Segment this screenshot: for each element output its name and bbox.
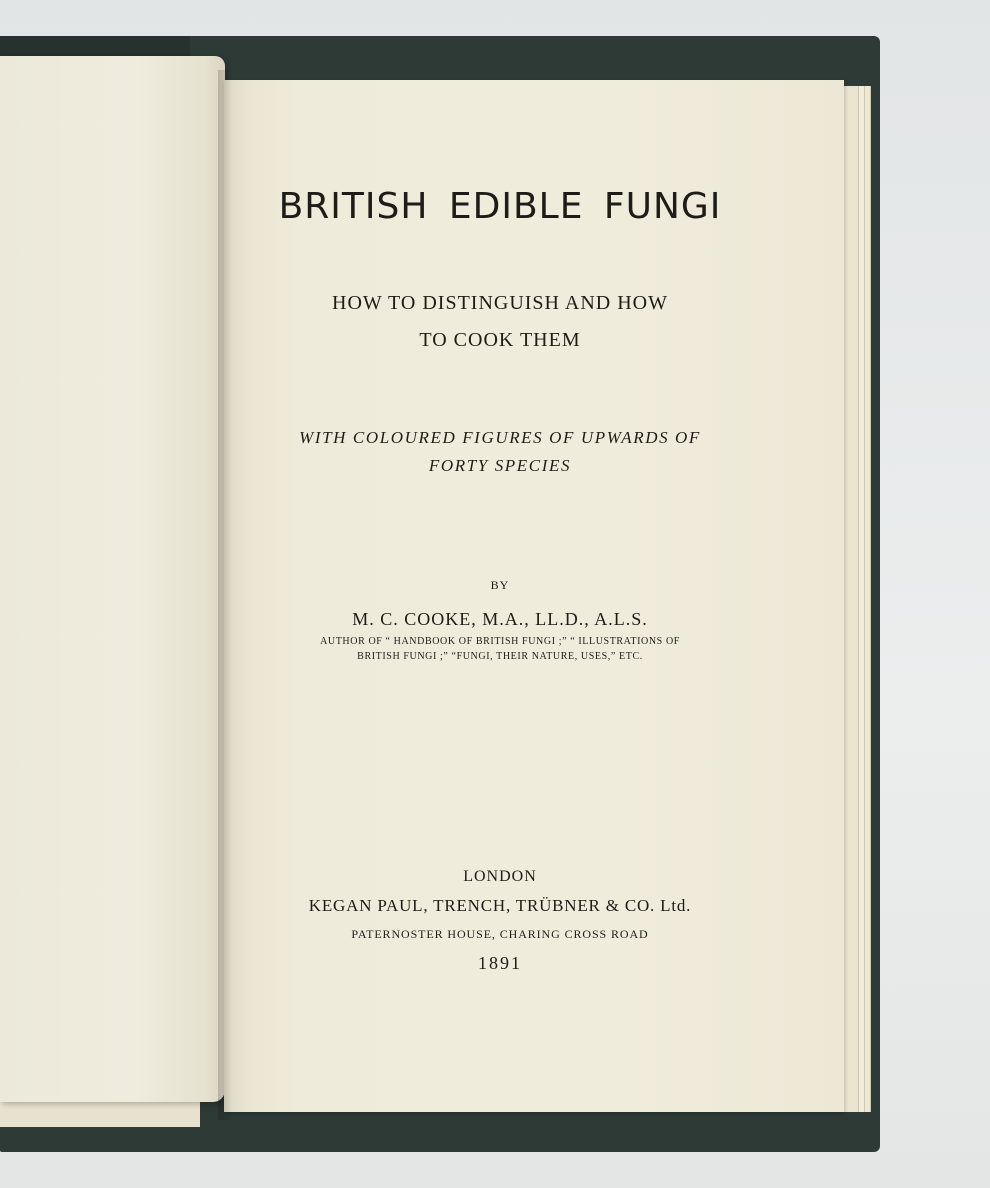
subtitle-line-1: HOW TO DISTINGUISH AND HOW [332,292,668,314]
figures-line-1: WITH COLOURED FIGURES OF UPWARDS OF [299,428,701,447]
author-credits-line-2: BRITISH FUNGI ;” “FUNGI, THEIR NATURE, USES,” ETC. [357,651,643,662]
author-name: M. C. COOKE, M.A., LL.D., A.L.S. [352,609,648,629]
left-flyleaf-page [0,56,225,1102]
publisher-address: PATERNOSTER HOUSE, CHARING CROSS ROAD [351,927,649,941]
figures-line-2: FORTY SPECIES [428,456,572,475]
book-title: BRITISH EDIBLE FUNGI [278,186,722,227]
publisher-name: KEGAN PAUL, TRENCH, TRÜBNER & CO. Ltd. [308,896,692,915]
publication-city: LONDON [463,868,537,885]
author-credits-line-1: AUTHOR OF “ HANDBOOK OF BRITISH FUNGI ;” “ ILLUSTRATIONS OF [320,636,680,647]
by-label: BY [490,578,510,592]
publication-year: 1891 [478,953,522,973]
subtitle-line-2: TO COOK THEM [419,329,581,351]
